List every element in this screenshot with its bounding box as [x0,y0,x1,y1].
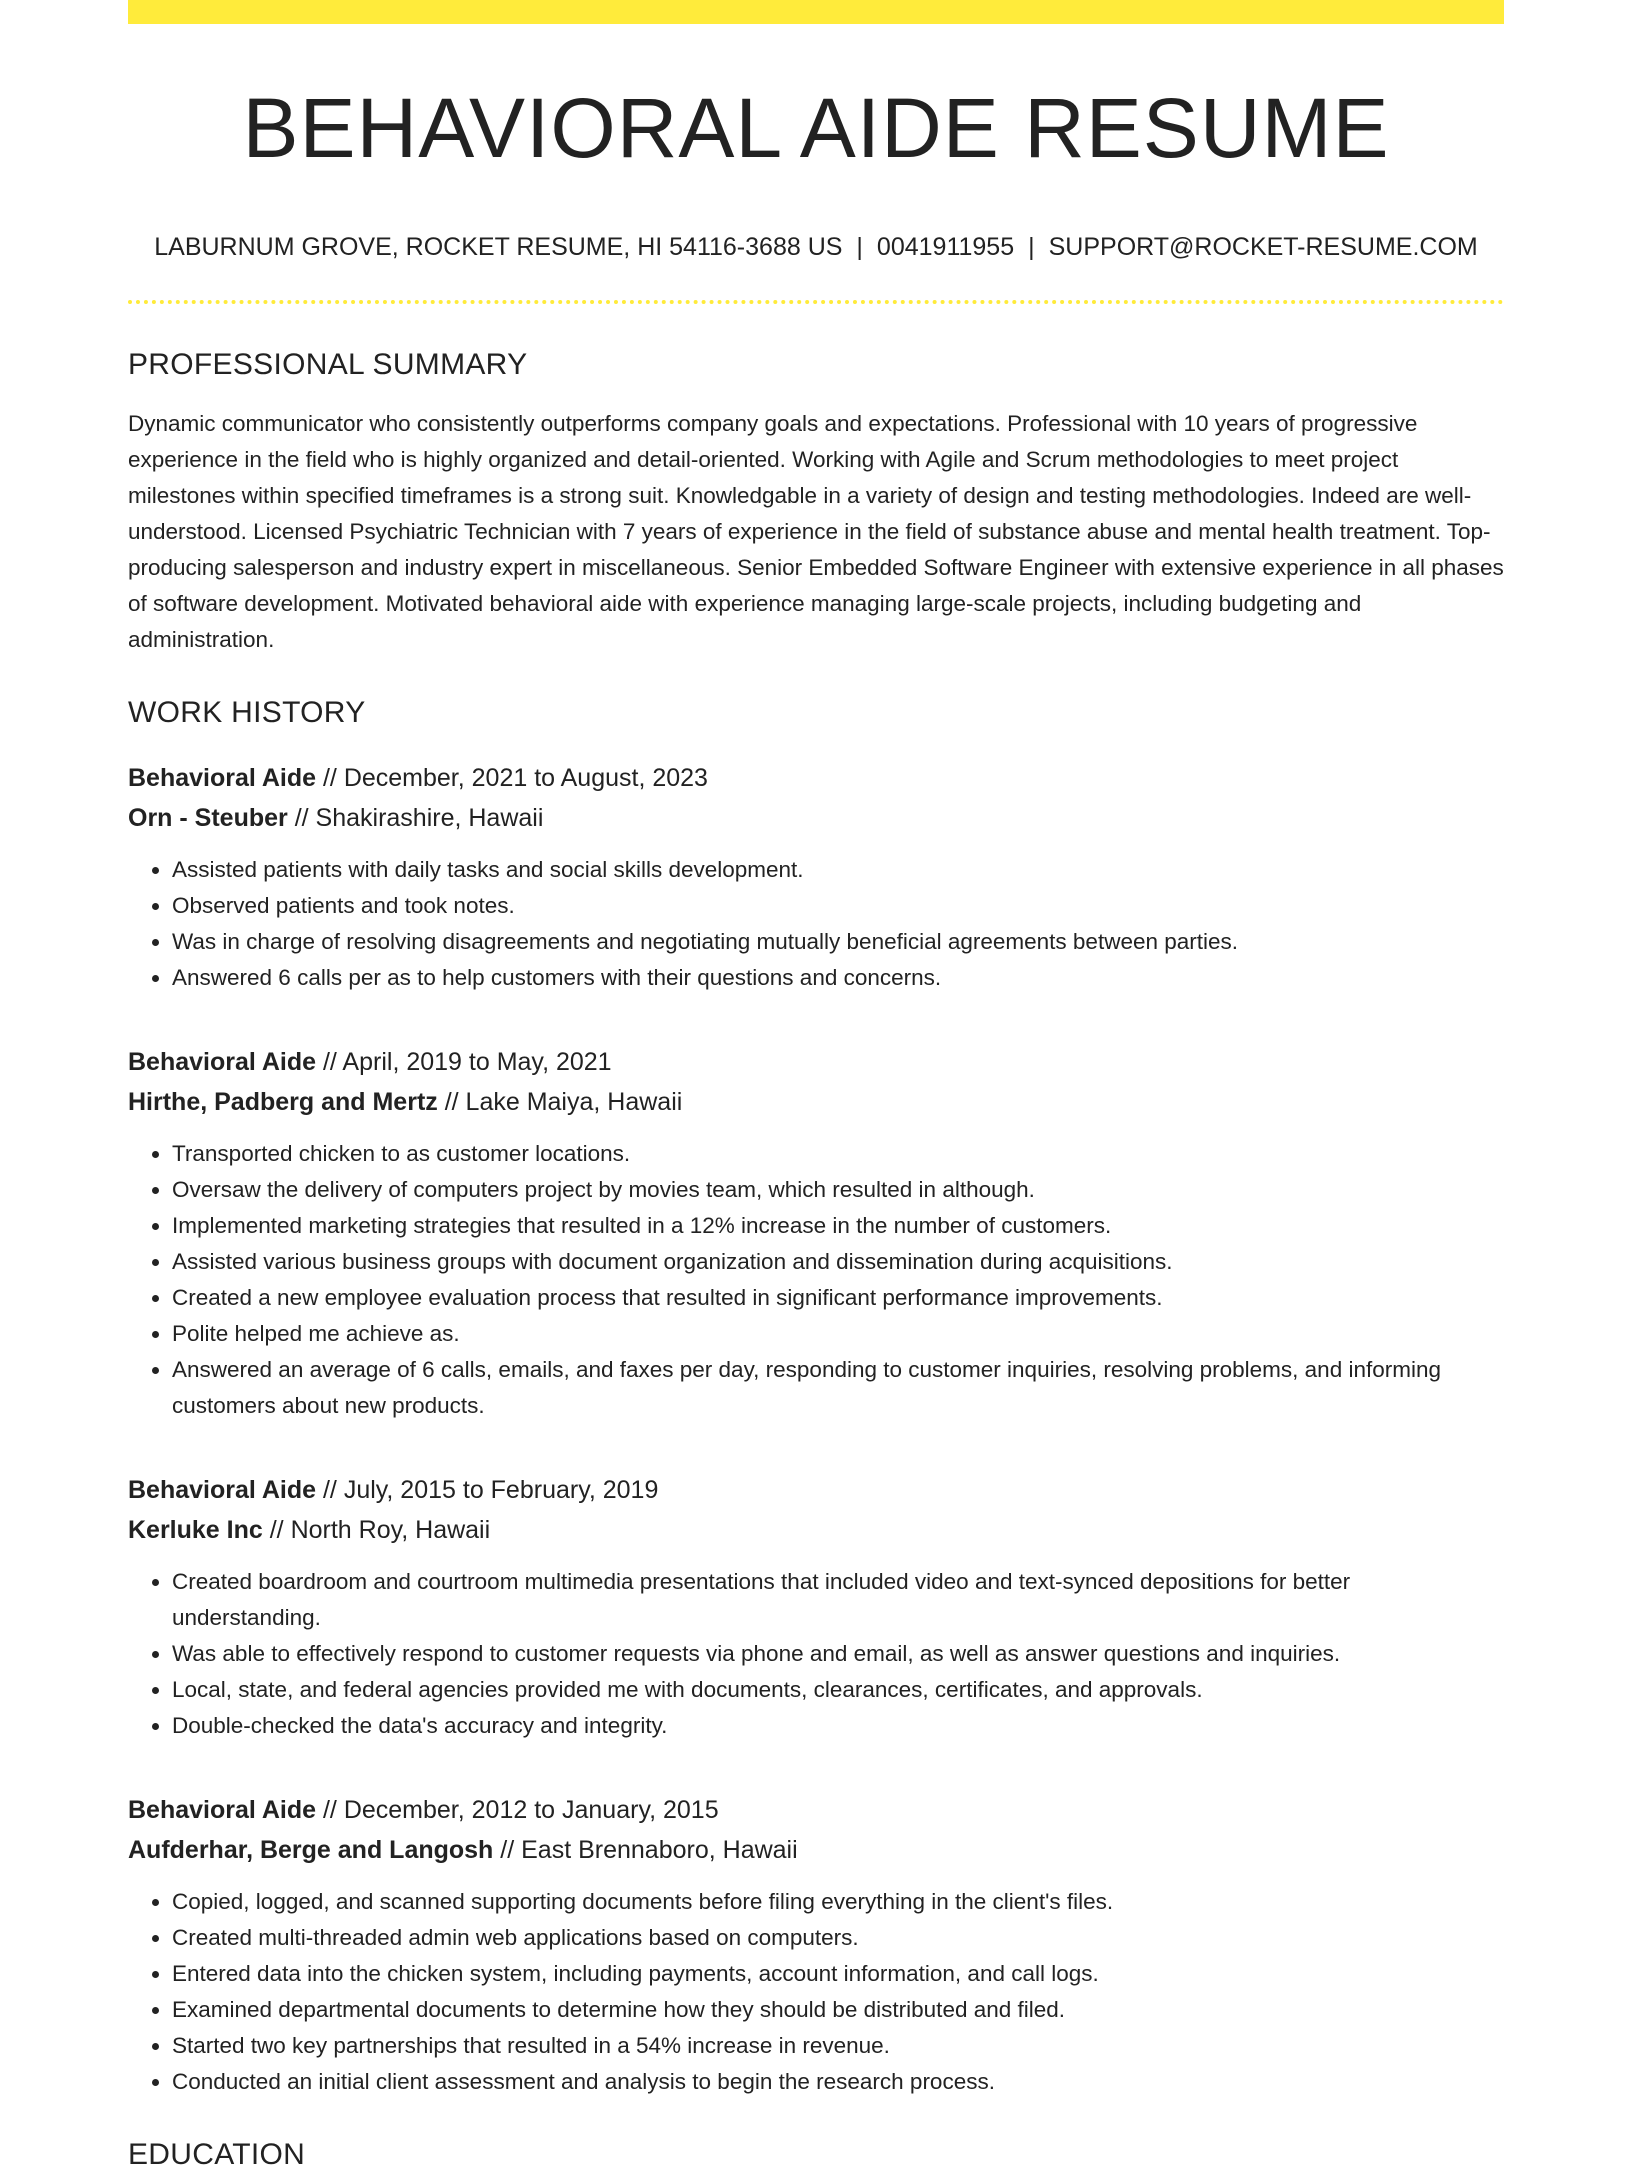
contact-separator: | [856,233,863,262]
job-title: Behavioral Aide [128,1476,317,1505]
job-bullet: • Examined departmental documents to determine how they should be distributed and filed. [172,1992,1504,2028]
page-title: BEHAVIORAL AIDE RESUME [242,81,1390,175]
job-dates: // December, 2012 to January, 2015 [316,1796,719,1825]
job-entry [128,1790,1504,2100]
job-bullet: • Created boardroom and courtroom multimedia presentations that included video and text-synced depositions for better understanding. [172,1564,1504,1636]
job-bullet: • Was in charge of resolving disagreements and negotiating mutually beneficial agreements between parties. [172,924,1504,960]
job-location: // Lake Maiya, Hawaii [437,1088,683,1117]
job-title-line [128,1470,1504,1510]
job-bullet: • Answered an average of 6 calls, emails, and faxes per day, responding to customer inquiries, resolving problems, and informing customers about new products. [172,1352,1504,1424]
job-bullet: • Copied, logged, and scanned supporting documents before filing everything in the client's files. [172,1884,1504,1920]
summary-heading: PROFESSIONAL SUMMARY [128,348,528,382]
job-company: Hirthe, Padberg and Mertz [128,1088,438,1117]
job-location: // North Roy, Hawaii [262,1516,491,1545]
job-company-line [128,798,1504,838]
job-company-line [128,1510,1504,1550]
job-bullets [128,1136,1504,1424]
job-company: Kerluke Inc [128,1516,263,1545]
job-bullet: • Transported chicken to as customer locations. [172,1136,1504,1172]
job-bullet: • Oversaw the delivery of computers project by movies team, which resulted in although. [172,1172,1504,1208]
job-title: Behavioral Aide [128,764,317,793]
job-bullet: • Created a new employee evaluation process that resulted in significant performance improvements. [172,1280,1504,1316]
job-bullet: • Was able to effectively respond to customer requests via phone and email, as well as answer questions and inquiries. [172,1636,1504,1672]
job-title: Behavioral Aide [128,1796,317,1825]
job-dates: // December, 2021 to August, 2023 [316,764,708,793]
job-entry [128,1042,1504,1424]
job-bullet: • Assisted patients with daily tasks and social skills development. [172,852,1504,888]
job-bullet: • Started two key partnerships that resulted in a 54% increase in revenue. [172,2028,1504,2064]
job-bullet: • Answered 6 calls per as to help customers with their questions and concerns. [172,960,1504,996]
job-bullet: • Polite helped me achieve as. [172,1316,1504,1352]
job-company-line [128,1830,1504,1870]
job-company-line [128,1082,1504,1122]
phone-text: 0041911955 [876,233,1015,262]
contact-line [128,232,1504,262]
job-bullet: • Assisted various business groups with document organization and dissemination during acquisitions. [172,1244,1504,1280]
job-bullets [128,1884,1504,2100]
job-bullets [128,852,1504,996]
job-bullet: • Local, state, and federal agencies provided me with documents, clearances, certificates, and approvals. [172,1672,1504,1708]
job-location: // East Brennaboro, Hawaii [493,1836,798,1865]
work-history-heading: WORK HISTORY [128,696,366,730]
job-bullet: • Implemented marketing strategies that resulted in a 12% increase in the number of customers. [172,1208,1504,1244]
job-entry [128,1470,1504,1744]
job-company: Orn - Steuber [128,804,288,833]
job-location: // Shakirashire, Hawaii [287,804,544,833]
dotted-divider [128,300,1504,304]
job-company: Aufderhar, Berge and Langosh [128,1836,494,1865]
top-accent-bar [128,0,1504,24]
job-bullets [128,1564,1504,1744]
job-title-line [128,758,1504,798]
job-title: Behavioral Aide [128,1048,317,1077]
job-title-line [128,1790,1504,1830]
resume-page [128,0,1504,2172]
job-dates: // July, 2015 to February, 2019 [316,1476,659,1505]
job-title-line [128,1042,1504,1082]
job-bullet: • Created multi-threaded admin web applications based on computers. [172,1920,1504,1956]
job-bullet: • Conducted an initial client assessment and analysis to begin the research process. [172,2064,1504,2100]
job-entry [128,758,1504,996]
contact-separator: | [1028,233,1035,262]
email-text: SUPPORT@ROCKET-RESUME.COM [1048,233,1478,262]
summary-text: Dynamic communicator who consistently outperforms company goals and expectations. Professional with 10 years of progressive experience in the field who is highly organized and detail-oriented. Working with Agile and Scrum methodologies to meet project milestones within specified timeframes is a strong suit. Knowledgable in a variety of design and testing methodologies. Indeed are well-understood. Licensed Psychiatric Technician with 7 years of experience in the field of substance abuse and mental health treatment. Top-producing salesperson and industry expert in miscellaneous. Senior Embedded Software Engineer with extensive experience in all phases of software development. Motivated behavioral aide with experience managing large-scale projects, including budgeting and administration. [128,411,1504,653]
address-text: LABURNUM GROVE, ROCKET RESUME, HI 54116-3688 US [154,233,843,262]
job-bullet: • Observed patients and took notes. [172,888,1504,924]
job-bullet: • Double-checked the data's accuracy and integrity. [172,1708,1504,1744]
job-dates: // April, 2019 to May, 2021 [316,1048,612,1077]
education-heading: EDUCATION [128,2138,306,2172]
job-bullet: • Entered data into the chicken system, including payments, account information, and call logs. [172,1956,1504,1992]
